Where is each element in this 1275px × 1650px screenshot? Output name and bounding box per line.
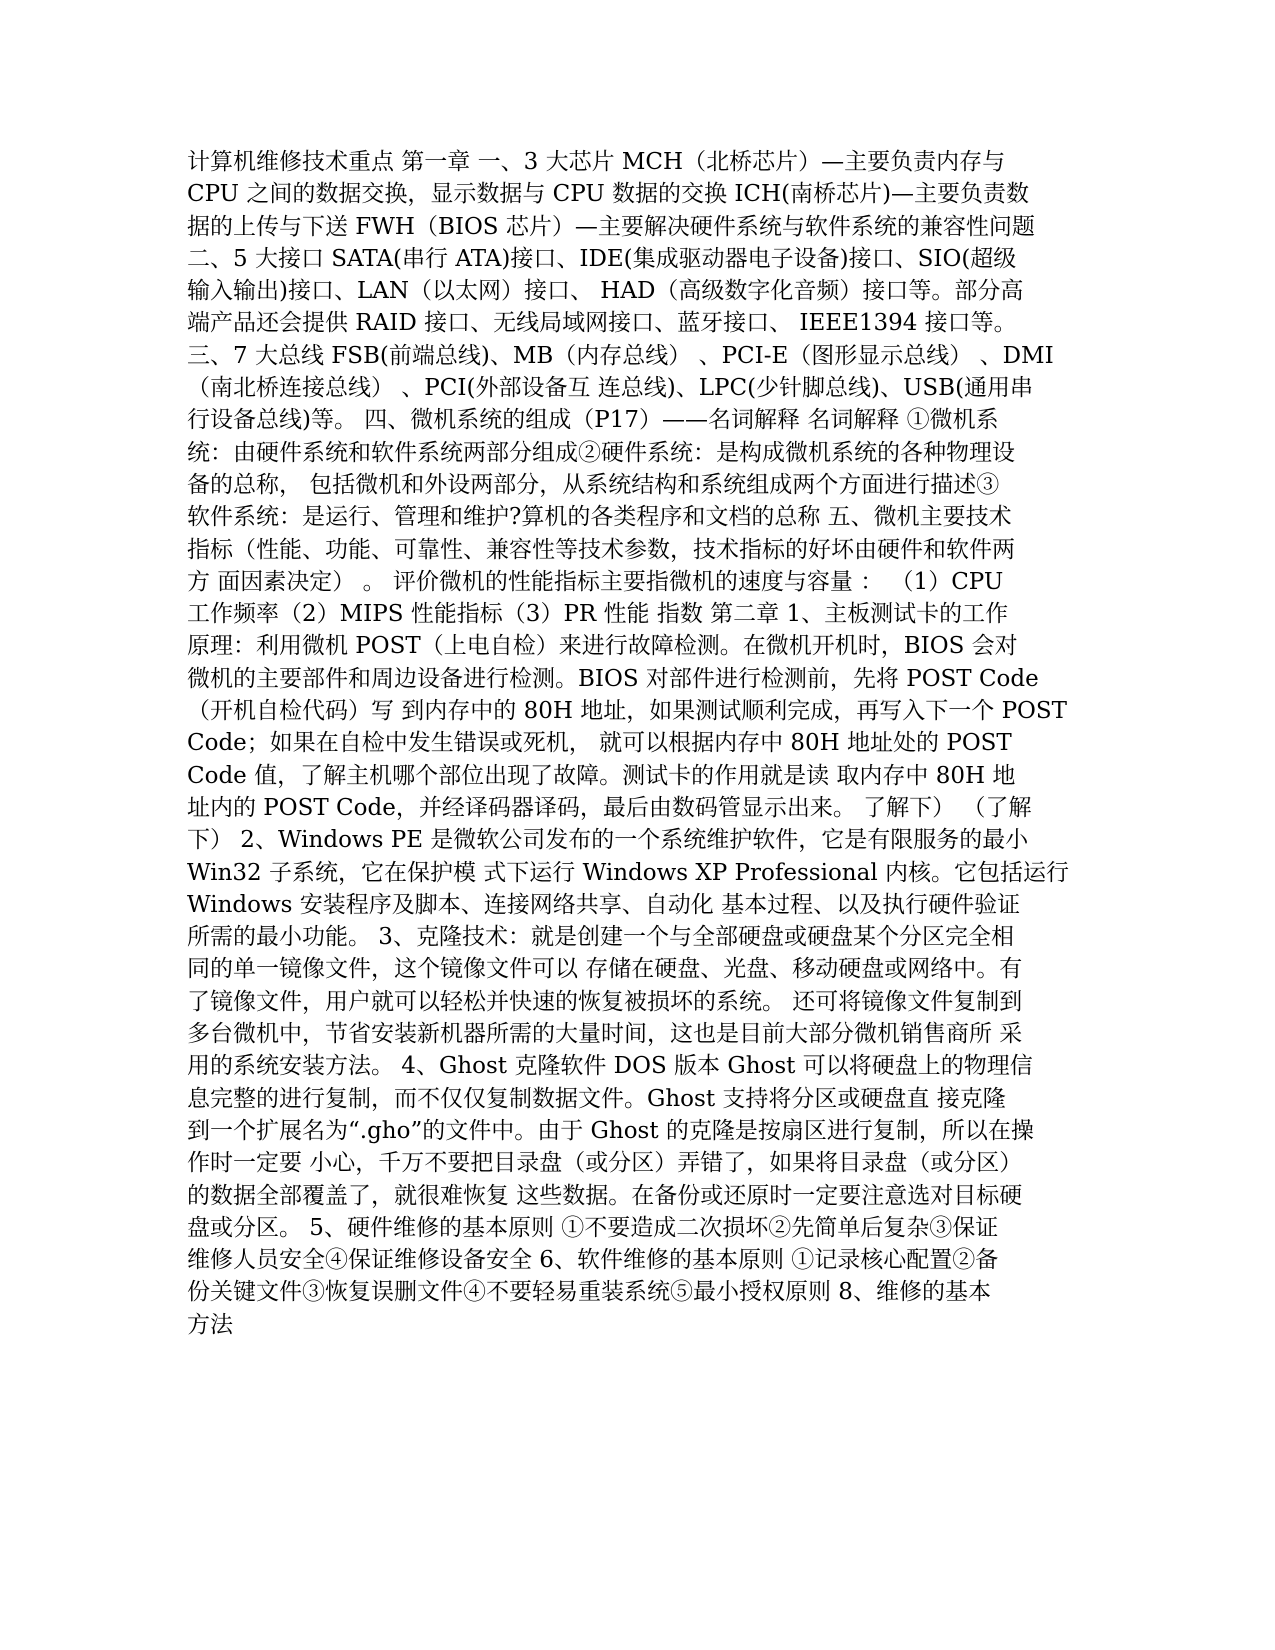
body-text (187, 146, 1107, 1341)
text-line: 的数据全部覆盖了，就很难恢复 这些数据。在备份或还原时一定要注意选对目标硬 (187, 1182, 1023, 1209)
text-line: Windows 安装程序及脚本、连接网络共享、自动化 基本过程、以及执行硬件验证 (187, 891, 1021, 918)
text-line: 息完整的进行复制，而不仅仅复制数据文件。Ghost 支持将分区或硬盘直 接克隆 (187, 1085, 1006, 1112)
text-line: 多台微机中，节省安装新机器所需的大量时间，这也是目前大部分微机销售商所 采 (187, 1021, 1023, 1048)
text-line: 所需的最小功能。 3、克隆技术：就是创建一个与全部硬盘或硬盘某个分区完全相 (187, 924, 1014, 951)
text-line: 三、7 大总线 FSB(前端总线)、MB（内存总线） 、PCI-E（图形显示总线） 、DMI (187, 342, 1054, 369)
text-line: 输入输出)接口、LAN（以太网）接口、 HAD（高级数字化音频）接口等。部分高 (187, 278, 1024, 305)
text-line: 了镜像文件，用户就可以轻松并快速的恢复被损坏的系统。 还可将镜像文件复制到 (187, 988, 1023, 1015)
text-line: 软件系统：是运行、管理和维护?算机的各类程序和文档的总称 五、微机主要技术 (187, 504, 1012, 531)
text-line: CPU 之间的数据交换，显示数据与 CPU 数据的交换 ICH(南桥芯片)—主要负责数 (187, 181, 1030, 208)
text-line: 指标（性能、功能、可靠性、兼容性等技术参数，技术指标的好坏由硬件和软件两 (187, 536, 1015, 563)
text-line: 微机的主要部件和周边设备进行检测。BIOS 对部件进行检测前，先将 POST Code (187, 665, 1039, 692)
text-line: 原理：利用微机 POST（上电自检）来进行故障检测。在微机开机时，BIOS 会对 (187, 633, 1018, 660)
text-line: 盘或分区。 5、硬件维修的基本原则 ①不要造成二次损坏②先简单后复杂③保证 (187, 1214, 999, 1241)
text-line: 方法 (187, 1311, 233, 1338)
text-line: 到一个扩展名为“.gho”的文件中。由于 Ghost 的克隆是按扇区进行复制，所以在操 (187, 1117, 1034, 1144)
text-line: 维修人员安全④保证维修设备安全 6、软件维修的基本原则 ①记录核心配置②备 (187, 1247, 999, 1274)
text-line: 行设备总线)等。 四、微机系统的组成（P17）——名词解释 名词解释 ①微机系 (187, 407, 999, 434)
text-line: 备的总称， 包括微机和外设两部分，从系统结构和系统组成两个方面进行描述③ (187, 471, 1000, 498)
text-line: 用的系统安装方法。 4、Ghost 克隆软件 DOS 版本 Ghost 可以将硬盘上的物理信 (187, 1053, 1033, 1080)
text-line: （开机自检代码）写 到内存中的 80H 地址，如果测试顺利完成，再写入下一个 POST (187, 698, 1067, 725)
text-line: 下） 2、Windows PE 是微软公司发布的一个系统维护软件，它是有限服务的最小 (187, 827, 1029, 854)
text-line: 统：由硬件系统和软件系统两部分组成②硬件系统：是构成微机系统的各种物理设 (187, 439, 1015, 466)
text-line: 同的单一镜像文件，这个镜像文件可以 存储在硬盘、光盘、移动硬盘或网络中。有 (187, 956, 1023, 983)
text-line: 份关键文件③恢复误删文件④不要轻易重装系统⑤最小授权原则 8、维修的基本 (187, 1279, 991, 1306)
text-line: 二、5 大接口 SATA(串行 ATA)接口、IDE(集成驱动器电子设备)接口、SIO(超级 (187, 245, 1017, 272)
text-line: 端产品还会提供 RAID 接口、无线局域网接口、蓝牙接口、 IEEE1394 接口等。 (187, 310, 1017, 337)
text-line: 计算机维修技术重点 第一章 一、3 大芯片 MCH（北桥芯片）—主要负责内存与 (187, 149, 1006, 175)
text-line: 工作频率（2）MIPS 性能指标（3）PR 性能 指数 第二章 1、主板测试卡的工作 (187, 601, 1009, 628)
text-line: 作时一定要 小心，千万不要把目录盘（或分区）弄错了，如果将目录盘（或分区） (187, 1150, 1023, 1177)
text-line: 方 面因素决定） 。 评价微机的性能指标主要指微机的速度与容量 ： （1）CPU (187, 568, 1004, 595)
text-line: Code；如果在自检中发生错误或死机， 就可以根据内存中 80H 地址处的 POST (187, 730, 1012, 757)
text-line: Code 值，了解主机哪个部位出现了故障。测试卡的作用就是读 取内存中 80H 地 (187, 762, 1016, 789)
text-line: 址内的 POST Code，并经译码器译码，最后由数码管显示出来。 了解下） （了解 (187, 794, 1032, 821)
text-line: （南北桥连接总线） 、PCI(外部设备互 连总线)、LPC(少针脚总线)、USB(通用串 (187, 375, 1034, 402)
text-line: 据的上传与下送 FWH（BIOS 芯片）—主要解决硬件系统与软件系统的兼容性问题 (187, 213, 1035, 240)
text-line: Win32 子系统，它在保护模 式下运行 Windows XP Professional 内核。它包括运行 (187, 859, 1069, 886)
